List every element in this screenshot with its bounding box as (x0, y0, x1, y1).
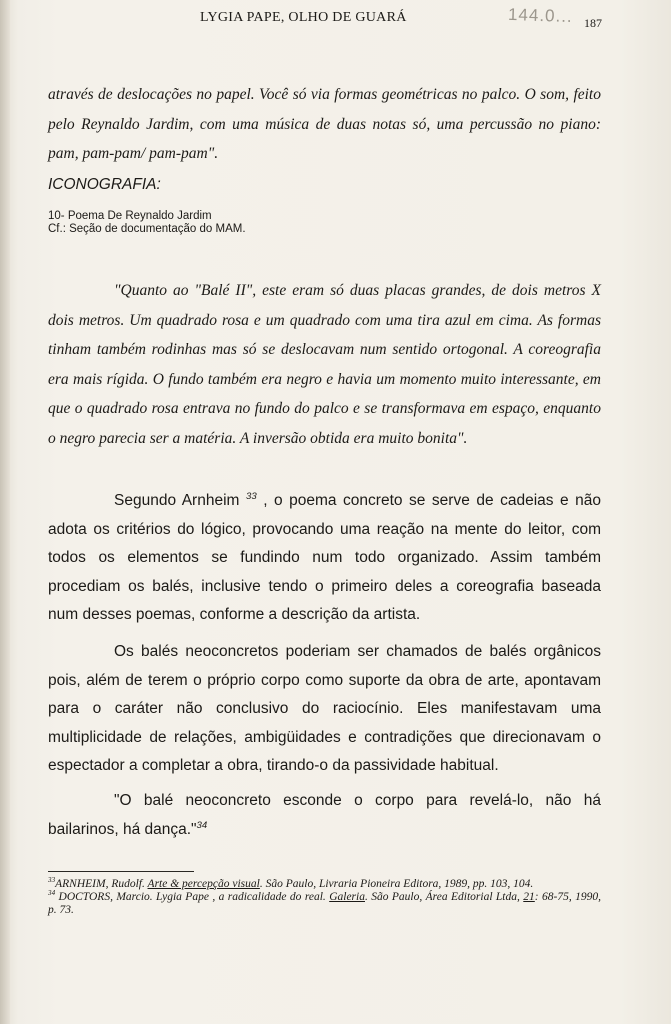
footnote-volume: 21 (523, 891, 535, 903)
footnote-text: : 68-75, 1990, p. 73. (48, 891, 601, 916)
footnote-ref-34[interactable]: 34 (196, 819, 208, 831)
footnote-text: . São Paulo, Livraria Pioneira Editora, 1989, pp. 103, 104. (259, 878, 534, 890)
footnote-34 (48, 891, 601, 917)
quote-paragraph: "Quanto ao "Balé II", este eram só duas placas grandes, de dois metros X dois metros. Um quadrado rosa e um quadrado com uma tira azul em cima. As formas tinham também rodinhas mas só se deslocavam num sentido ortogonal. A coreografia era mais rígida. O fundo também era negro e havia um momento muito interessante, em que o quadrado rosa entrava no fundo do palco e se transformava em espaço, enquanto o negro parecia ser a matéria. A inversão obtida era muito bonita". (48, 282, 601, 447)
page-number: 187 (584, 16, 602, 30)
footnote-number: 33 (48, 876, 56, 885)
footnote-title: Arte & percepção visual (147, 878, 260, 890)
footnote-text: ARNHEIM, Rudolf. (55, 878, 148, 890)
quote-paragraph: através de deslocações no papel. Você só via formas geométricas no palco. O som, feito pelo Reynaldo Jardim, com uma música de duas notas só, uma percussão no piano: pam, pam-pam/ pam-pam". (48, 86, 601, 162)
interview-quote-bale-ii (48, 276, 601, 453)
body-paragraph: Os balés neoconcretos poderiam ser chamados de balés orgânicos pois, além de terem o próprio corpo como suporte da obra de arte, apontavam para o caráter não conclusivo do raciocínio. Eles manifestavam uma multiplicidade de relações, ambigüidades e contradições que direcionavam o espectador a completar a obra, tirando-o da passividade habitual. (48, 643, 601, 774)
footnotes (48, 878, 601, 917)
footnote-rule (48, 871, 194, 872)
body-paragraph-quote (48, 787, 601, 844)
body-paragraph (48, 487, 601, 630)
page-header (0, 4, 671, 32)
footnote-title: Galeria (329, 891, 365, 903)
page-spine-shadow (0, 0, 10, 1024)
footnote-ref-33[interactable]: 33 (245, 490, 257, 502)
running-head: LYGIA PAPE, OLHO DE GUARÁ (200, 10, 407, 25)
interview-quote-continuation (48, 80, 601, 169)
caption-line-1: 10- Poema De Reynaldo Jardim (48, 210, 212, 222)
body-paragraph-arnheim (48, 487, 601, 630)
body-text: Segundo Arnheim (114, 492, 240, 509)
body-paragraph (48, 787, 601, 844)
pencil-annotation: 144.0... (507, 4, 574, 27)
body-paragraph-organic-ballets (48, 638, 601, 781)
footnote-number: 34 (48, 889, 56, 898)
footnote-text: DOCTORS, Marcio. Lygia Pape , a radicalidade do real. (55, 891, 330, 903)
iconografia-caption (48, 210, 246, 236)
iconografia-heading: ICONOGRAFIA: (48, 176, 161, 193)
footnote-33 (48, 878, 601, 891)
body-text: , o poema concreto se serve de cadeias e não adota os critérios do lógico, provocando uma reação na mente do leitor, com todos os elementos se fundindo num todo organizado. Assim também procediam os balés, inclusive tendo o primeiro deles a coreografia baseada num desses poemas, conforme a descrição da artista. (48, 492, 602, 623)
footnote-text: . São Paulo, Área Editorial Ltda, (364, 891, 524, 903)
body-text: "O balé neoconcreto esconde o corpo para revelá-lo, não há bailarinos, há dança." (48, 792, 601, 838)
caption-line-2: Cf.: Seção de documentação do MAM. (48, 223, 246, 235)
